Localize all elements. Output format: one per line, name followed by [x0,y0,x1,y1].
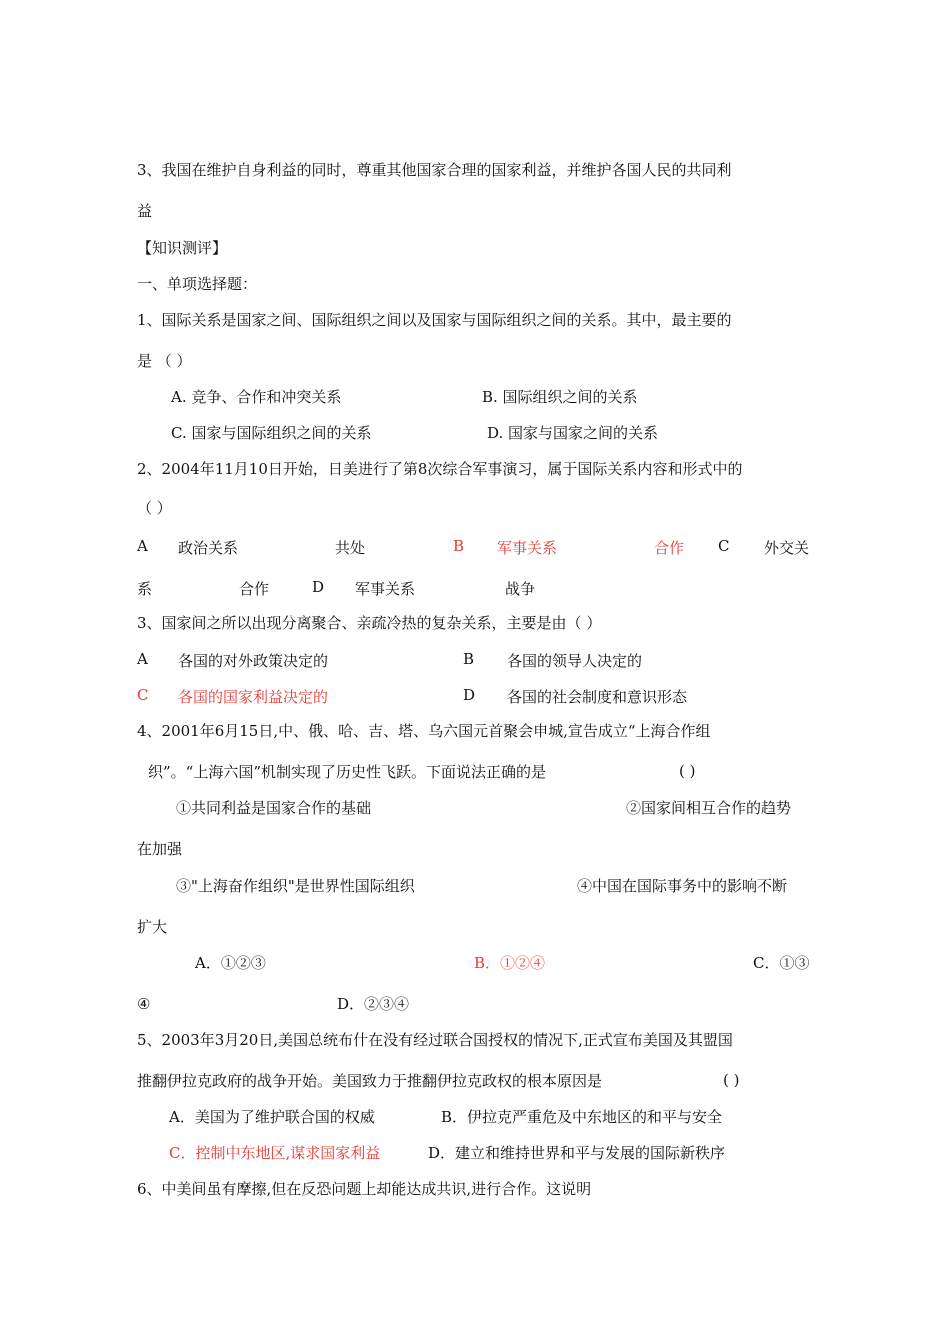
q2-option-a-form: 共处 [335,539,366,557]
q2-option-c-form: 合作 [239,580,270,598]
q4-option-a: A．①②③ [195,954,266,972]
q4-stem-line-1: 4、2001年6月15日,中、俄、哈、吉、塔、乌六国元首聚会申城,宣告成立“上海合作组 [137,722,711,740]
q4-statement-4-cont: 扩大 [137,918,168,936]
q2-option-d-type: 军事关系 [355,580,416,598]
q4-option-b: B．①②④ [474,954,546,972]
q2-option-a-type: 政治关系 [178,539,239,557]
q5-answer-paren: ( ) [723,1071,740,1089]
intro-line-1: 3、我国在维护自身利益的同时，尊重其他国家合理的国家利益，并维护各国人民的共同利 [137,161,732,179]
q4-statement-1: ①共同利益是国家合作的基础 [176,799,372,817]
q2-option-b-letter: B [453,537,465,555]
q3-option-c-text: 各国的国家利益决定的 [178,688,329,706]
section-title: 【知识测评】 [137,239,228,257]
q3-option-d-text: 各国的社会制度和意识形态 [507,688,688,706]
q6-stem: 6、中美间虽有摩擦,但在反恐问题上却能达成共识,进行合作。这说明 [137,1180,592,1198]
q5-option-d: D．建立和维持世界和平与发展的国际新秩序 [428,1144,726,1162]
q1-option-b: B. 国际组织之间的关系 [482,388,638,406]
q3-stem: 3、国家间之所以出现分离聚合、亲疏冷热的复杂关系，主要是由（ ） [137,614,602,632]
q4-option-c-cont: ④ [137,995,151,1013]
q2-option-a-letter: A [137,537,148,555]
intro-line-2: 益 [137,202,153,220]
q1-option-a: A. 竞争、合作和冲突关系 [171,388,342,406]
q1-stem-line-1: 1、国际关系是国家之间、国际组织之间以及国家与国际组织之间的关系。其中，最主要的 [137,311,732,329]
q5-stem-line-2: 推翻伊拉克政府的战争开始。美国致力于推翻伊拉克政权的根本原因是 [137,1072,603,1090]
q4-statement-3: ③"上海奋作组织"是世界性国际组织 [176,877,415,895]
q4-answer-paren: ( ) [679,762,696,780]
q3-option-c-letter: C [137,686,149,704]
q1-stem-line-2: 是 （ ） [137,352,192,370]
q2-option-b-type: 军事关系 [497,539,558,557]
q1-option-c: C. 国家与国际组织之间的关系 [171,424,372,442]
q2-option-d-form: 战争 [505,580,536,598]
q2-option-c-type: 外交关 [764,539,810,557]
q3-option-d-letter: D [463,686,476,704]
q2-stem-line-2: （ ） [137,499,172,517]
q2-option-b-form: 合作 [654,539,685,557]
q5-option-b: B．伊拉克严重危及中东地区的和平与安全 [441,1108,723,1126]
q4-option-d: D．②③④ [337,995,410,1013]
q1-option-d: D. 国家与国家之间的关系 [487,424,659,442]
q2-option-c-letter: C [718,537,730,555]
q5-option-a: A．美国为了维护联合国的权威 [169,1108,375,1126]
q5-stem-line-1: 5、2003年3月20日,美国总统布什在没有经过联合国授权的情况下,正式宣布美国及其盟国 [137,1031,733,1049]
q4-statement-4: ④中国在国际事务中的影响不断 [577,877,788,895]
q4-statement-2-cont: 在加强 [137,840,183,858]
q3-option-a-letter: A [137,650,148,668]
q2-option-c-type-cont: 系 [137,580,153,598]
q3-option-b-text: 各国的领导人决定的 [507,652,643,670]
q4-stem-line-2: 织”。“上海六国”机制实现了历史性飞跃。下面说法正确的是 [148,763,547,781]
q5-option-c: C．控制中东地区,谋求国家利益 [169,1144,381,1162]
q3-option-a-text: 各国的对外政策决定的 [178,652,329,670]
part-title: 一、单项选择题： [137,275,258,293]
q4-statement-2: ②国家间相互合作的趋势 [626,799,792,817]
q2-stem-line-1: 2、2004年11月10日开始，日美进行了第8次综合军事演习，属于国际关系内容和形式中的 [137,460,743,478]
q4-option-c: C．①③ [753,954,810,972]
q2-option-d-letter: D [312,578,325,596]
q3-option-b-letter: B [463,650,475,668]
